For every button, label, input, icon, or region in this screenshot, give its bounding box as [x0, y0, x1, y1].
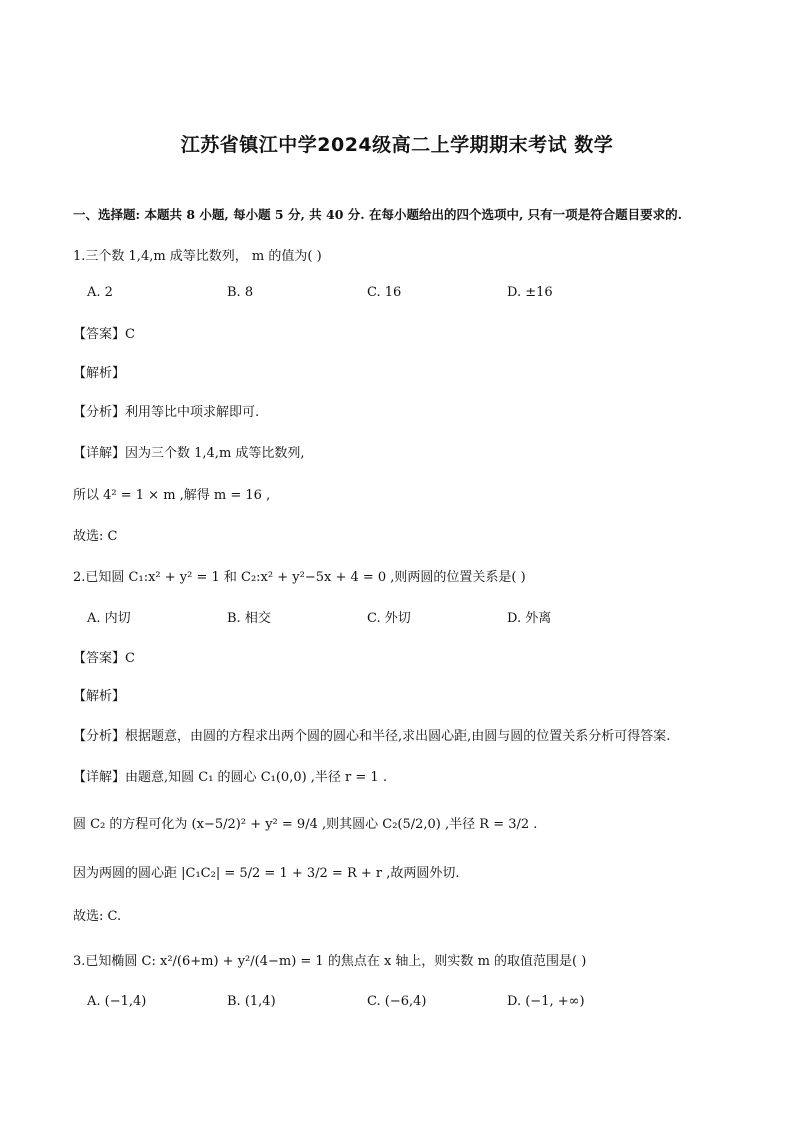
q2-fenxi: 【分析】根据题意，由圆的方程求出两个圆的圆心和半径,求出圆心距,由圆与圆的位置关系分析可得答案.	[73, 729, 671, 744]
q1-option-c: C. 16	[367, 285, 402, 300]
q2-option-d: D. 外离	[507, 611, 552, 626]
q1-step: 所以 4² = 1 × m ,解得 m = 16 ,	[73, 488, 271, 503]
page-title: 江苏省镇江中学2024级高二上学期期末考试 数学	[180, 134, 614, 156]
q2-answer: 【答案】C	[73, 651, 135, 666]
q1-fenxi: 【分析】利用等比中项求解即可.	[73, 405, 260, 420]
q1-option-a: A. 2	[87, 285, 113, 300]
q1-option-b: B. 8	[227, 285, 254, 300]
q2-option-a: A. 内切	[87, 611, 131, 626]
q2-xiangjie: 【详解】由题意,知圆 C₁ 的圆心 C₁(0,0) ,半径 r = 1 .	[73, 770, 387, 785]
q2-option-c: C. 外切	[367, 611, 411, 626]
q1-xiangjie: 【详解】因为三个数 1,4,m 成等比数列,	[73, 446, 305, 461]
question-2-stem: 2.已知圆 C₁:x² + y² = 1 和 C₂:x² + y²−5x + 4 = 0 ,则两圆的位置关系是( )	[73, 570, 526, 585]
q1-option-d: D. ±16	[507, 285, 553, 300]
question-1-stem: 1.三个数 1,4,m 成等比数列， m 的值为( )	[73, 249, 322, 264]
q2-option-b: B. 相交	[227, 611, 271, 626]
section-header: 一、选择题: 本题共 8 小题, 每小题 5 分, 共 40 分. 在每小题给出的四个选项中, 只有一项是符合题目要求的.	[73, 207, 683, 222]
q3-option-d: D. (−1, +∞)	[507, 994, 585, 1009]
q2-choice: 故选: C.	[73, 909, 122, 924]
question-3-stem: 3.已知椭圆 C: x²/(6+m) + y²/(4−m) = 1 的焦点在 x 轴上，则实数 m 的取值范围是( )	[73, 954, 587, 969]
q3-option-a: A. (−1,4)	[87, 994, 147, 1009]
q1-choice: 故选: C	[73, 529, 118, 544]
q3-option-b: B. (1,4)	[227, 994, 276, 1009]
q2-step-1: 圆 C₂ 的方程可化为 (x−5/2)² + y² = 9/4 ,则其圆心 C₂(5/2,0) ,半径 R = 3/2 .	[73, 817, 538, 832]
q3-option-c: C. (−6,4)	[367, 994, 427, 1009]
q1-answer: 【答案】C	[73, 327, 135, 342]
q1-analysis-label: 【解析】	[73, 366, 126, 381]
q2-step-2: 因为两圆的圆心距 |C₁C₂| = 5/2 = 1 + 3/2 = R + r ,故两圆外切.	[73, 866, 460, 881]
q2-analysis-label: 【解析】	[73, 689, 126, 704]
